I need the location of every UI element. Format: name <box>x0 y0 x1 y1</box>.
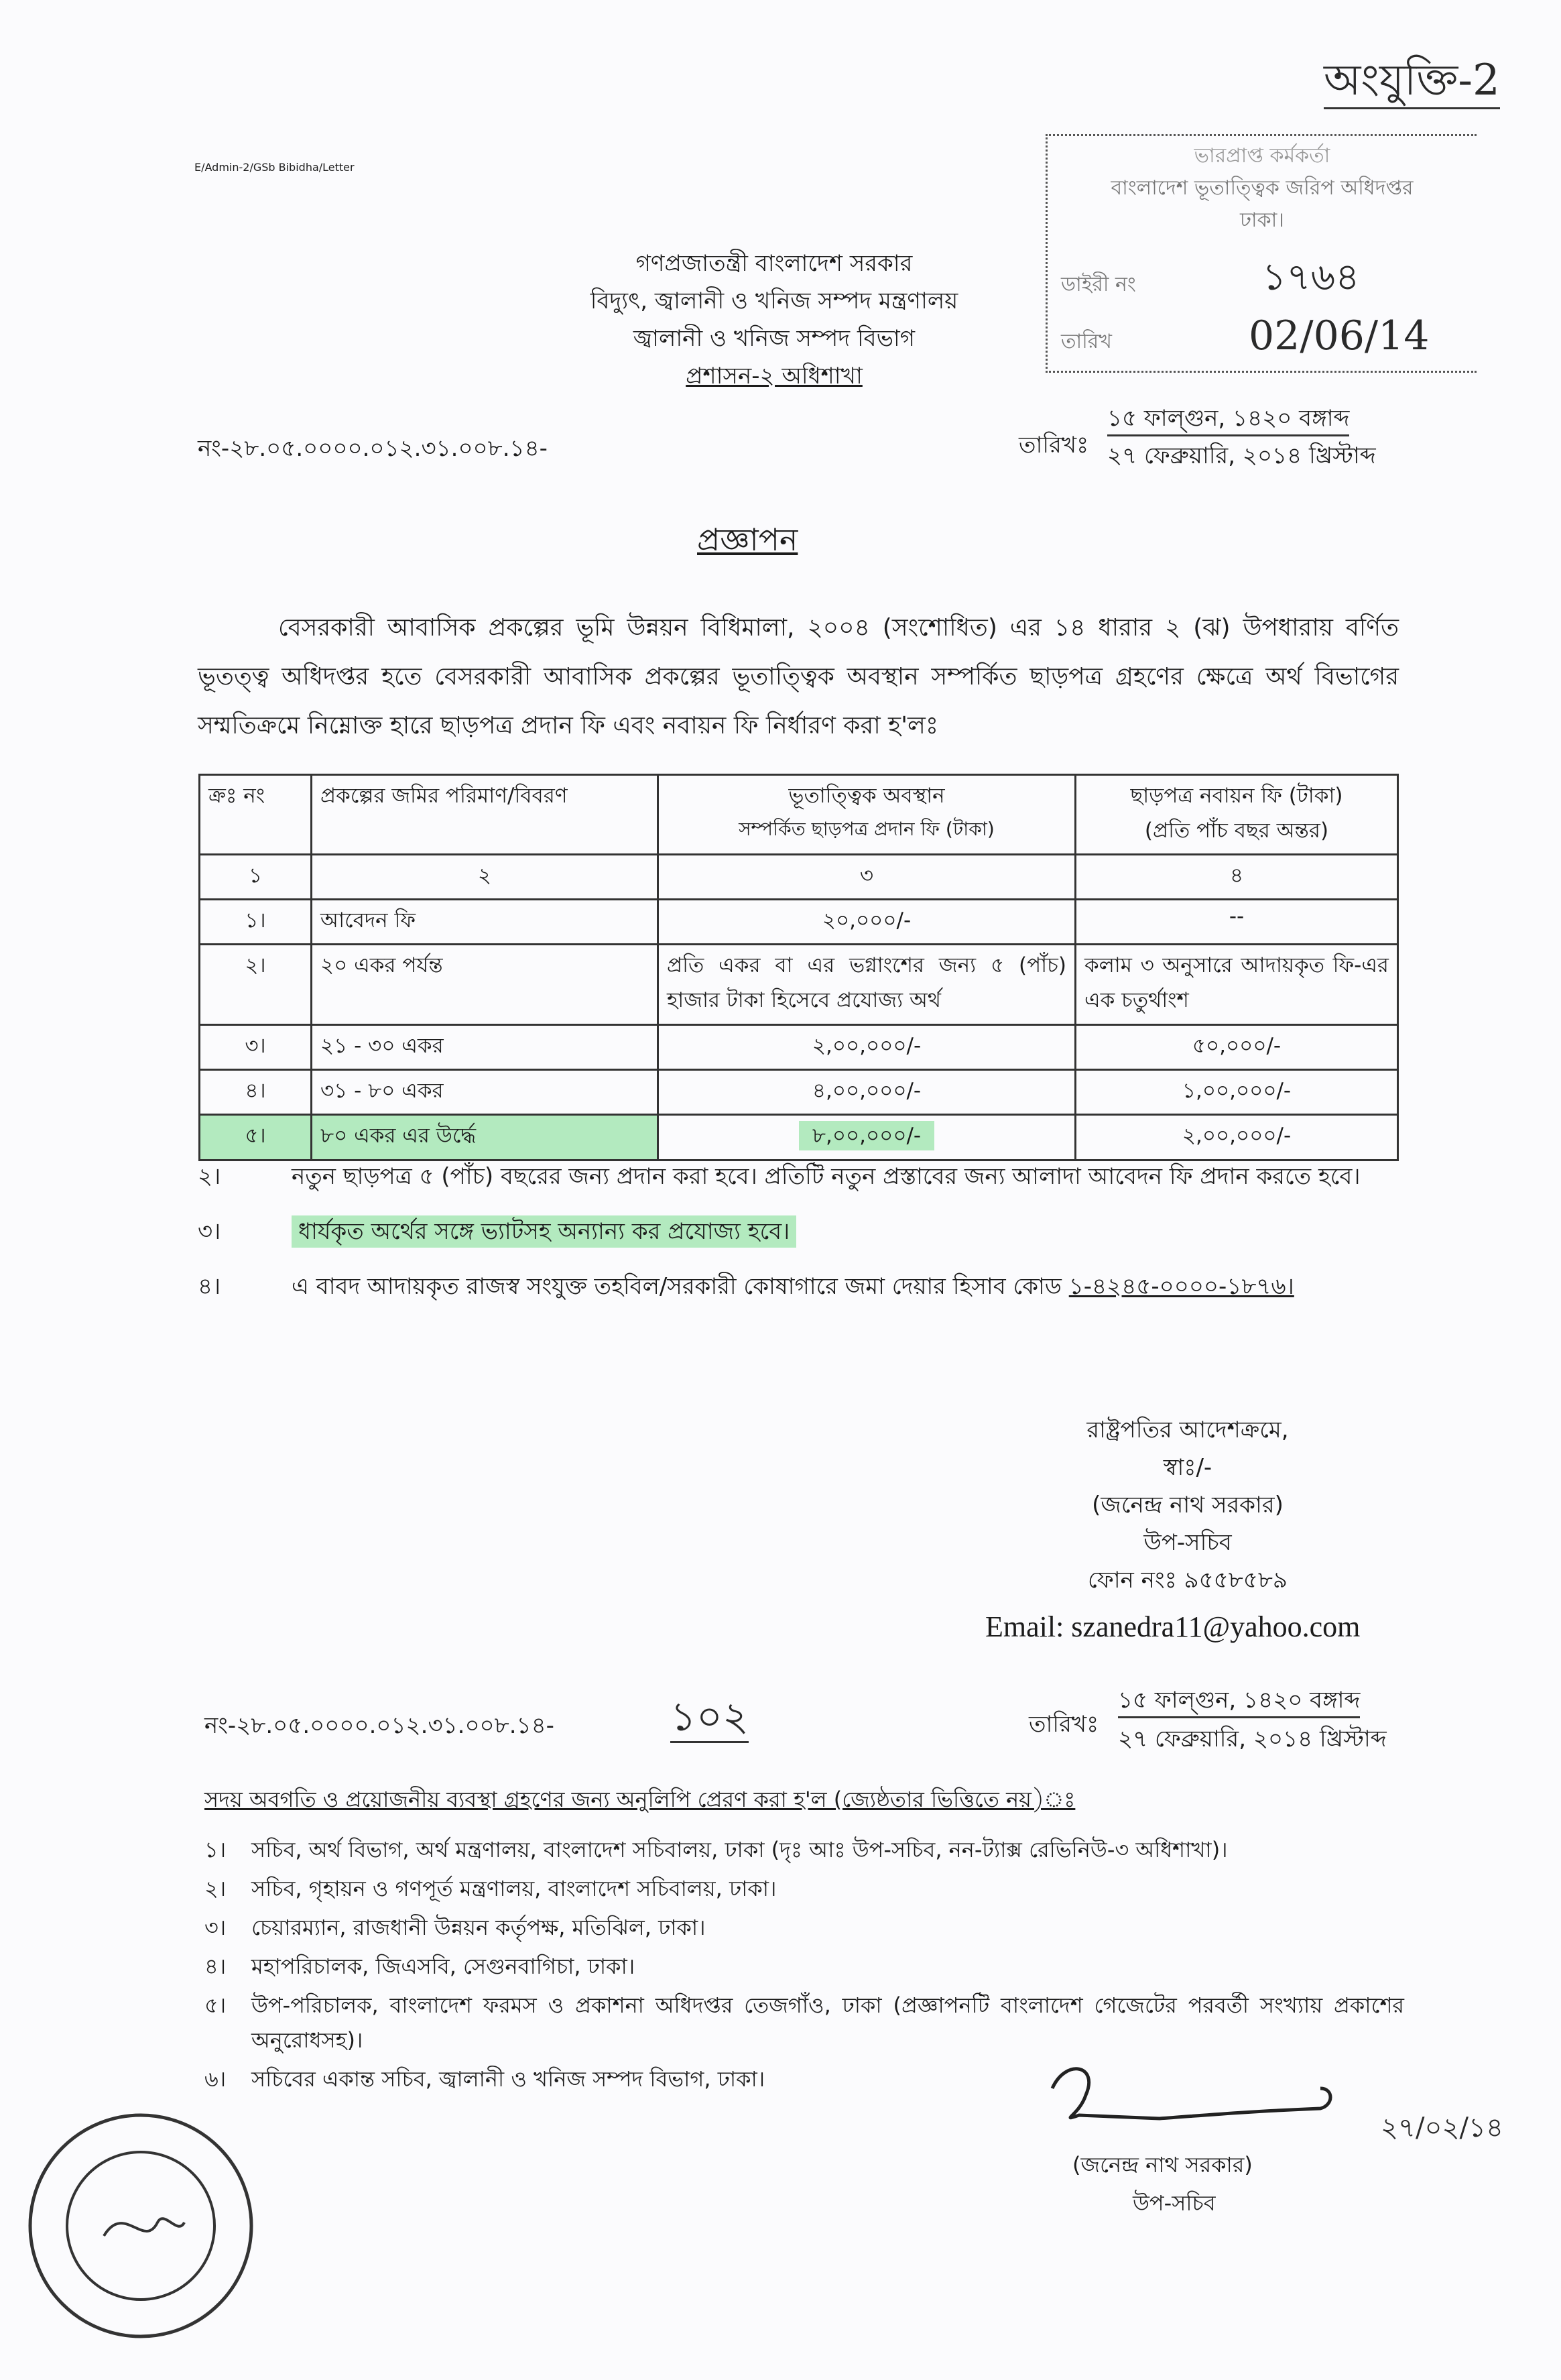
copy-date-label: তারিখঃ <box>1029 1711 1099 1738</box>
distribution-item <box>204 1988 1404 2058</box>
distribution-text: মহাপরিচালক, জিএসবি, সেগুনবাগিচা, ঢাকা। <box>251 1954 635 1979</box>
cell-serial: ৫। <box>200 1115 312 1161</box>
annex-mark: অংযুক্তি-2 <box>1324 54 1500 109</box>
column-number: ১ <box>200 855 312 900</box>
signatory-phone: ফোন নংঃ ৯৫৫৮৫৮৯ <box>1088 1567 1288 1594</box>
cell-serial: ১। <box>200 900 312 945</box>
cell-land-size: ২০ একর পর্যন্ত <box>312 945 658 1025</box>
cell-clearance-fee: ২০,০০০/- <box>658 900 1076 945</box>
date-label: তারিখ <box>1061 330 1112 353</box>
cell-renewal-fee: -- <box>1076 900 1398 945</box>
distribution-item <box>204 1949 1404 1984</box>
clause-number: ২। <box>198 1163 221 1190</box>
cell-serial: ২। <box>200 945 312 1025</box>
account-code: ১-৪২৪৫-০০০০-১৮৭৬। <box>1068 1273 1294 1300</box>
table-row <box>200 1070 1398 1115</box>
distribution-number: ৫। <box>204 1992 227 2018</box>
header-serial: ক্রঃ নং <box>200 775 312 855</box>
clause-text: এ বাবদ আদায়কৃত রাজস্ব সংযুক্ত তহবিল/সরকারী কোষাগারে জমা দেয়ার হিসাব কোড <box>292 1273 1062 1300</box>
file-reference: E/Admin-2/GSb Bibidha/Letter <box>194 161 355 174</box>
clause-text: নতুন ছাড়পত্র ৫ (পাঁচ) বছরের জন্য প্রদান করা হবে। প্রতিটি নতুন প্রস্তাবের জন্য আলাদা আবেদন ফি প্রদান করতে হবে। <box>292 1163 1361 1190</box>
signatory-name: (জনেন্দ্র নাথ সরকার) <box>1092 1492 1284 1519</box>
stamp-line3: ঢাকা। <box>1239 209 1285 232</box>
clause-4 <box>198 1266 1399 1307</box>
date-label: তারিখঃ <box>1019 432 1089 459</box>
cell-clearance-fee: ৪,০০,০০০/- <box>658 1070 1076 1115</box>
handwritten-signature <box>1039 2051 1374 2132</box>
table-header-row <box>200 775 1398 855</box>
cell-clearance-fee: প্রতি একর বা এর ভগ্নাংশের জন্য ৫ (পাঁচ) হাজার টাকা হিসেবে প্রযোজ্য অর্থ <box>658 945 1076 1025</box>
received-stamp <box>1046 134 1477 373</box>
cell-clearance-fee: ২,০০,০০০/- <box>658 1025 1076 1070</box>
column-number: ২ <box>312 855 658 900</box>
distribution-number: ১। <box>204 1837 227 1862</box>
signature-date: ২৭/০২/১৪ <box>1381 2113 1503 2143</box>
column-number: ৪ <box>1076 855 1398 900</box>
distribution-text: চেয়ারম্যান, রাজধানী উন্নয়ন কর্তৃপক্ষ, মতিঝিল, ঢাকা। <box>251 1915 706 1940</box>
header-renewal-fee <box>1076 775 1398 855</box>
distribution-item <box>204 1910 1404 1945</box>
intro-paragraph: বেসরকারী আবাসিক প্রকল্পের ভূমি উন্নয়ন বিধিমালা, ২০০৪ (সংশোধিত) এর ১৪ ধারার ২ (ঝ) উপধারায় বর্ণিত ভূতত্ত্ব অধিদপ্তর হতে বেসরকারী আবাসিক প্রকল্পের ভূতাত্ত্বিক অবস্থান সম্পর্কিত ছাড়পত্র গ্রহণের ক্ষেত্রে অর্থ বিভাগের সম্মতিক্রমে নিম্নোক্ত হারে ছাড়পত্র প্রদান ফি এবং নবায়ন ফি নির্ধারণ করা হ'লঃ <box>198 614 1399 739</box>
clause-number: ৪। <box>198 1273 221 1300</box>
clause-text-highlighted: ধার্যকৃত অর্থের সঙ্গে ভ্যাটসহ অন্যান্য কর প্রযোজ্য হবে। <box>292 1215 796 1248</box>
stamp-line2: বাংলাদেশ ভূতাত্ত্বিক জরিপ অধিদপ্তর <box>1111 176 1414 200</box>
cell-land-size: ৩১ - ৮০ একর <box>312 1070 658 1115</box>
distribution-item <box>204 2062 942 2096</box>
column-number: ৩ <box>658 855 1076 900</box>
clause-number: ৩। <box>198 1218 221 1245</box>
distribution-item <box>204 1832 1404 1867</box>
clause-3 <box>198 1211 1399 1252</box>
letterhead-line3: জ্বালানী ও খনিজ সম্পদ বিভাগ <box>633 325 916 352</box>
table-row <box>200 1025 1398 1070</box>
distribution-text: সচিব, অর্থ বিভাগ, অর্থ মন্ত্রণালয়, বাংলাদেশ সচিবালয়, ঢাকা (দৃঃ আঃ উপ-সচিব, নন-ট্যাক্স রেভিনিউ-৩ অধিশাখা)। <box>251 1837 1228 1862</box>
signatory2-designation: উপ-সচিব <box>1133 2190 1216 2216</box>
cell-renewal-fee: ২,০০,০০০/- <box>1076 1115 1398 1161</box>
distribution-number: ২। <box>204 1876 227 1901</box>
clauses <box>198 1156 1399 1321</box>
copy-reference-handwritten: ১০২ <box>670 1693 749 1743</box>
round-seal-icon <box>23 2108 258 2343</box>
table-row <box>200 945 1398 1025</box>
stamp-line1: ভারপ্রাপ্ত কর্মকর্তা <box>1194 144 1330 168</box>
highlighted-fee: ৮,০০,০০০/- <box>799 1121 934 1150</box>
distribution-number: ৪। <box>204 1954 227 1979</box>
letterhead <box>519 245 1029 395</box>
cell-land-size: ২১ - ৩০ একর <box>312 1025 658 1070</box>
column-number-row <box>200 855 1398 900</box>
distribution-text: সচিব, গৃহায়ন ও গণপূর্ত মন্ত্রণালয়, বাংলাদেশ সচিবালয়, ঢাকা। <box>251 1876 777 1901</box>
copy-date-gregorian: ২৭ ফেব্রুয়ারি, ২০১৪ খ্রিস্টাব্দ <box>1118 1726 1387 1752</box>
header-clearance-fee <box>658 775 1076 855</box>
cell-renewal-fee: ৫০,০০০/- <box>1076 1025 1398 1070</box>
clause-2 <box>198 1156 1399 1197</box>
cell-renewal-fee: কলাম ৩ অনুসারে আদায়কৃত ফি-এর এক চতুর্থাংশ <box>1076 945 1398 1025</box>
distribution-heading: সদয় অবগতি ও প্রয়োজনীয় ব্যবস্থা গ্রহণের জন্য অনুলিপি প্রেরণ করা হ'ল (জ্যেষ্ঠতার ভিত্তিতে নয়)ঃ <box>204 1787 1076 1812</box>
cell-land-size: ৮০ একর এর উর্দ্ধে <box>312 1115 658 1161</box>
signatory-email: Email: szanedra11@yahoo.com <box>985 1610 1361 1643</box>
cell-clearance-fee <box>658 1115 1076 1161</box>
distribution-number: ৬। <box>204 2066 227 2092</box>
signature-block <box>920 1411 1456 1599</box>
cell-land-size: আবেদন ফি <box>312 900 658 945</box>
signatory-designation: উপ-সচিব <box>1143 1529 1232 1556</box>
page-title: প্রজ্ঞাপন <box>697 522 798 558</box>
date-gregorian: ২৭ ফেব্রুয়ারি, ২০১৪ খ্রিস্টাব্দ <box>1107 442 1376 469</box>
table-row <box>200 1115 1398 1161</box>
header-land-size: প্রকল্পের জমির পরিমাণ/বিবরণ <box>312 775 658 855</box>
table-row <box>200 900 1398 945</box>
copy-reference-number: নং-২৮.০৫.০০০০.০১২.৩১.০০৮.১৪- <box>204 1712 554 1739</box>
distribution-text: উপ-পরিচালক, বাংলাদেশ ফরমস ও প্রকাশনা অধিদপ্তর তেজগাঁও, ঢাকা (প্রজ্ঞাপনটি বাংলাদেশ গেজেটের পরবর্তী সংখ্যায় প্রকাশের অনুরোধসহ)। <box>251 1992 1404 2053</box>
fee-table <box>198 774 1399 1161</box>
reference-number: নং-২৮.০৫.০০০০.০১২.৩১.০০৮.১৪- <box>198 435 548 462</box>
header-clearance-fee-l2: সম্পর্কিত ছাড়পত্র প্রদান ফি (টাকা) <box>739 818 995 840</box>
received-date: 02/06/14 <box>1249 312 1430 359</box>
cell-serial: ৩। <box>200 1025 312 1070</box>
letterhead-line4: প্রশাসন-২ অধিশাখা <box>686 363 863 390</box>
copy-date-bengali: ১৫ ফাল্গুন, ১৪২০ বঙ্গাব্দ <box>1118 1684 1360 1718</box>
diary-number: ১৭৬৪ <box>1262 255 1360 299</box>
date-bengali: ১৫ ফাল্গুন, ১৪২০ বঙ্গাব্দ <box>1107 402 1349 436</box>
diary-label: ডাইরী নং <box>1061 273 1136 296</box>
signed-line: স্বাঃ/- <box>1163 1454 1212 1481</box>
letterhead-line1: গণপ্রজাতন্ত্রী বাংলাদেশ সরকার <box>635 250 913 277</box>
cell-renewal-fee: ১,০০,০০০/- <box>1076 1070 1398 1115</box>
cell-serial: ৪। <box>200 1070 312 1115</box>
letterhead-line2: বিদ্যুৎ, জ্বালানী ও খনিজ সম্পদ মন্ত্রণালয় <box>590 288 958 314</box>
header-renewal-fee-l2: (প্রতি পাঁচ বছর অন্তর) <box>1144 819 1329 843</box>
header-renewal-fee-l1: ছাড়পত্র নবায়ন ফি (টাকা) <box>1130 784 1343 808</box>
order-line: রাষ্ট্রপতির আদেশক্রমে, <box>1086 1417 1289 1443</box>
distribution-item <box>204 1871 1404 1906</box>
header-clearance-fee-l1: ভূতাত্ত্বিক অবস্থান <box>788 784 945 808</box>
distribution-text: সচিবের একান্ত সচিব, জ্বালানী ও খনিজ সম্পদ বিভাগ, ঢাকা। <box>251 2066 765 2092</box>
distribution-number: ৩। <box>204 1915 227 1940</box>
signatory2-name: (জনেন্দ্র নাথ সরকার) <box>1072 2152 1253 2178</box>
